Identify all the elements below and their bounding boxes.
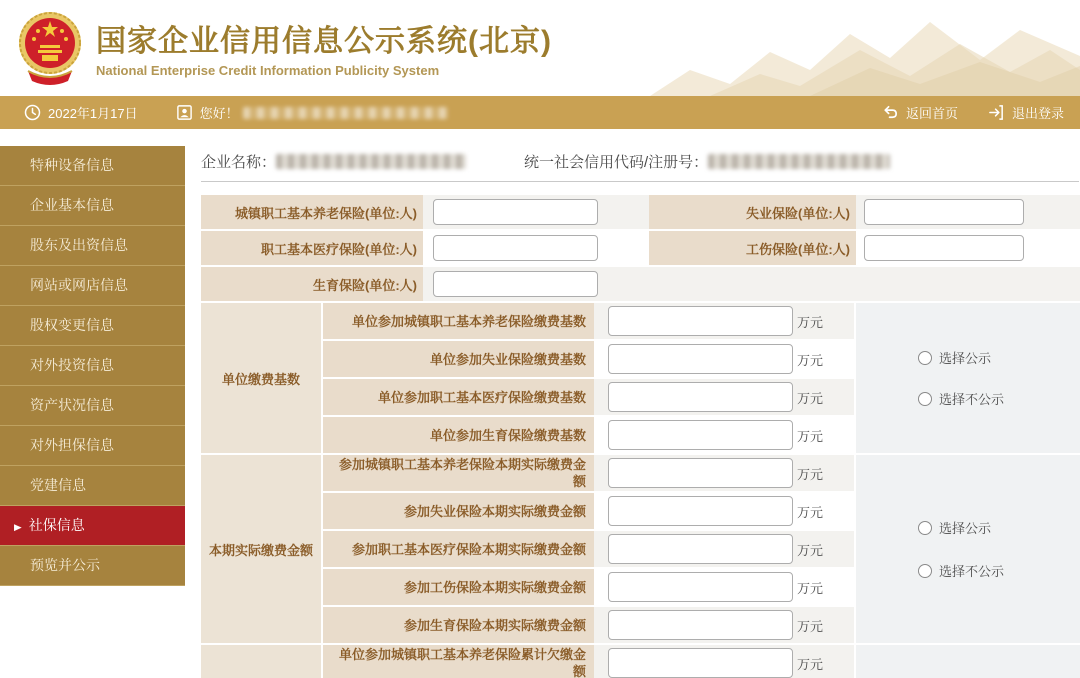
radio-private-label: 选择不公示 (939, 392, 1005, 407)
credit-code-label: 统一社会信用代码/注册号： (524, 154, 709, 171)
actual-pension-label: 参加城镇职工基本养老保险本期实际缴费金额 (323, 455, 594, 493)
date-text: 2022年1月17日 (48, 106, 138, 121)
sidebar-item-basic-info[interactable]: 企业基本信息 (0, 186, 185, 226)
unit-label: 万元 (797, 580, 824, 596)
maternity-count-input[interactable] (433, 271, 598, 297)
user-greeting (176, 103, 448, 122)
unit-label: 万元 (797, 618, 824, 634)
actual-payment-group-label: 本期实际缴费金额 (201, 455, 323, 645)
unemployment-count-input[interactable] (864, 199, 1024, 225)
radio-option-private[interactable] (918, 561, 1080, 580)
maternity-count-label: 生育保险(单位:人) (201, 267, 423, 301)
top-bar (0, 96, 1080, 129)
arrears-publish-choice (854, 645, 1080, 678)
unit-label: 万元 (797, 428, 824, 444)
actual-payment-section (201, 455, 1080, 645)
arrears-section (201, 645, 1080, 678)
sidebar-item-special-equipment[interactable]: 特种设备信息 (0, 146, 185, 186)
unit-label: 万元 (797, 390, 824, 406)
actual-pension-input[interactable] (608, 458, 793, 488)
sidebar-item-guarantee[interactable]: 对外担保信息 (0, 426, 185, 466)
sidebar-item-website[interactable]: 网站或网店信息 (0, 266, 185, 306)
divider-line (201, 181, 1079, 182)
greeting-text: 您好！ (199, 106, 239, 121)
empty-cell (649, 267, 1080, 301)
mountain-art-decoration (650, 0, 1080, 96)
social-insurance-form (201, 195, 1080, 678)
site-title: 国家企业信用信息公示系统(北京) (96, 25, 552, 58)
sidebar-item-shareholders[interactable]: 股东及出资信息 (0, 226, 185, 266)
base-maternity-input[interactable] (608, 420, 793, 450)
base-pension-label: 单位参加城镇职工基本养老保险缴费基数 (323, 303, 594, 341)
active-triangle-icon: ▶ (14, 522, 22, 533)
pension-count-label: 城镇职工基本养老保险(单位:人) (201, 195, 423, 229)
base-medical-input[interactable] (608, 382, 793, 412)
sidebar-item-social-insurance[interactable]: ▶ 社保信息 (0, 506, 185, 546)
unit-label: 万元 (797, 314, 824, 330)
injury-count-input[interactable] (864, 235, 1024, 261)
logout-button[interactable] (988, 103, 1064, 122)
unit-label: 万元 (797, 504, 824, 520)
radio-private-label: 选择不公示 (939, 564, 1005, 579)
username-redacted (243, 107, 448, 119)
actual-payment-publish-choice (854, 455, 1080, 645)
base-publish-public-radio[interactable] (918, 351, 932, 365)
unit-label: 万元 (797, 466, 824, 482)
radio-public-label: 选择公示 (939, 351, 992, 366)
radio-option-public[interactable] (918, 348, 1080, 367)
back-arrow-icon (882, 104, 899, 121)
sidebar-item-outbound-investment[interactable]: 对外投资信息 (0, 346, 185, 386)
actual-injury-input[interactable] (608, 572, 793, 602)
date-display (24, 103, 138, 122)
arrears-pension-label: 单位参加城镇职工基本养老保险累计欠缴金额 (323, 645, 594, 678)
national-emblem-logo (14, 9, 86, 87)
actual-maternity-input[interactable] (608, 610, 793, 640)
logout-icon (988, 104, 1005, 121)
actual-injury-label: 参加工伤保险本期实际缴费金额 (323, 569, 594, 607)
radio-option-private[interactable] (918, 389, 1080, 408)
payment-base-group-label: 单位缴费基数 (201, 303, 323, 455)
credit-code-redacted (708, 154, 890, 169)
actual-maternity-label: 参加生育保险本期实际缴费金额 (323, 607, 594, 645)
actual-unemployment-input[interactable] (608, 496, 793, 526)
arrears-pension-input[interactable] (608, 648, 793, 678)
unit-label: 万元 (797, 656, 824, 672)
unit-label: 万元 (797, 542, 824, 558)
radio-option-public[interactable] (918, 518, 1080, 537)
sidebar-nav (0, 146, 185, 586)
actual-unemployment-label: 参加失业保险本期实际缴费金额 (323, 493, 594, 531)
site-subtitle: National Enterprise Credit Information Publicity System (96, 63, 440, 78)
base-maternity-label: 单位参加生育保险缴费基数 (323, 417, 594, 455)
medical-count-input[interactable] (433, 235, 598, 261)
injury-count-label: 工伤保险(单位:人) (649, 231, 856, 265)
payment-base-publish-choice (854, 303, 1080, 455)
user-card-icon (176, 104, 193, 121)
unit-label: 万元 (797, 352, 824, 368)
sidebar-item-preview-publish[interactable]: 预览并公示 (0, 546, 185, 586)
table-row (201, 267, 1080, 303)
company-name-redacted (276, 154, 466, 169)
sidebar-item-assets[interactable]: 资产状况信息 (0, 386, 185, 426)
base-unemployment-label: 单位参加失业保险缴费基数 (323, 341, 594, 379)
site-header (0, 0, 1080, 96)
company-name-label: 企业名称： (201, 154, 277, 171)
logout-label: 退出登录 (1011, 106, 1064, 121)
base-medical-label: 单位参加职工基本医疗保险缴费基数 (323, 379, 594, 417)
pension-count-input[interactable] (433, 199, 598, 225)
arrears-group-label (201, 645, 323, 678)
sidebar-item-equity-change[interactable]: 股权变更信息 (0, 306, 185, 346)
sidebar-item-party-building[interactable]: 党建信息 (0, 466, 185, 506)
back-home-button[interactable] (882, 103, 958, 122)
medical-count-label: 职工基本医疗保险(单位:人) (201, 231, 423, 265)
actual-medical-label: 参加职工基本医疗保险本期实际缴费金额 (323, 531, 594, 569)
back-home-label: 返回首页 (905, 106, 958, 121)
payment-base-section (201, 303, 1080, 455)
base-publish-private-radio[interactable] (918, 392, 932, 406)
table-row (201, 195, 1080, 231)
actual-medical-input[interactable] (608, 534, 793, 564)
clock-icon (24, 104, 41, 121)
unemployment-count-label: 失业保险(单位:人) (649, 195, 856, 229)
company-info-row (201, 129, 1080, 172)
base-unemployment-input[interactable] (608, 344, 793, 374)
radio-public-label: 选择公示 (939, 521, 992, 536)
base-pension-input[interactable] (608, 306, 793, 336)
main-panel (201, 129, 1080, 678)
table-row (201, 231, 1080, 267)
actual-publish-public-radio[interactable] (918, 521, 932, 535)
actual-publish-private-radio[interactable] (918, 564, 932, 578)
